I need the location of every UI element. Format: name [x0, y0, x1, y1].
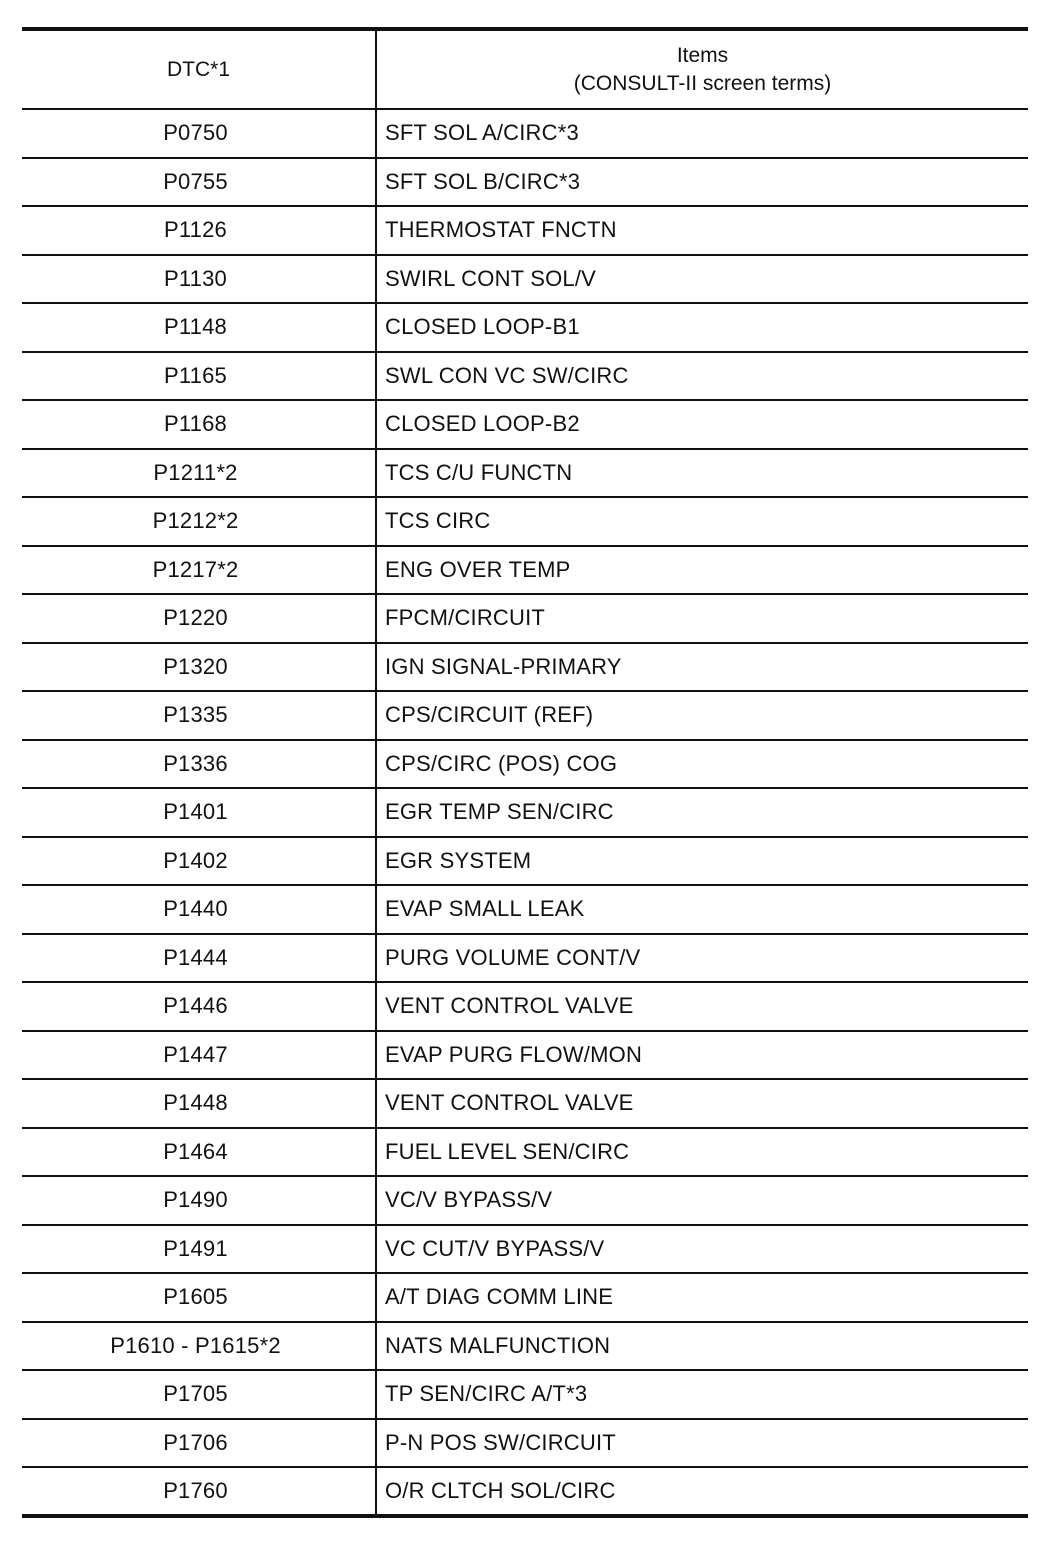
- items-column-header: [376, 29, 1028, 109]
- dtc-code: P1448: [22, 1079, 376, 1128]
- dtc-code: P1126: [22, 206, 376, 255]
- dtc-code: P1610 - P1615*2: [22, 1322, 376, 1371]
- dtc-code: P0755: [22, 158, 376, 207]
- dtc-code: P1220: [22, 594, 376, 643]
- item-term: TP SEN/CIRC A/T*3: [376, 1370, 1028, 1419]
- table-row: [22, 352, 1028, 401]
- table-row: [22, 206, 1028, 255]
- dtc-code: P1217*2: [22, 546, 376, 595]
- table-row: [22, 1370, 1028, 1419]
- table-row: [22, 594, 1028, 643]
- table-row: [22, 449, 1028, 498]
- item-term: EVAP SMALL LEAK: [376, 885, 1028, 934]
- item-term: CLOSED LOOP-B2: [376, 400, 1028, 449]
- item-term: NATS MALFUNCTION: [376, 1322, 1028, 1371]
- item-term: THERMOSTAT FNCTN: [376, 206, 1028, 255]
- item-term: FPCM/CIRCUIT: [376, 594, 1028, 643]
- table-row: [22, 400, 1028, 449]
- table-row: [22, 1128, 1028, 1177]
- dtc-code: P1320: [22, 643, 376, 692]
- dtc-code: P1401: [22, 788, 376, 837]
- item-term: EGR TEMP SEN/CIRC: [376, 788, 1028, 837]
- dtc-code: P1760: [22, 1467, 376, 1516]
- item-term: O/R CLTCH SOL/CIRC: [376, 1467, 1028, 1516]
- dtc-code: P1335: [22, 691, 376, 740]
- table-row: [22, 691, 1028, 740]
- dtc-code: P0750: [22, 109, 376, 158]
- items-header-subtitle: (CONSULT-II screen terms): [573, 71, 832, 95]
- table-row: [22, 982, 1028, 1031]
- items-header-title: Items: [676, 43, 729, 67]
- table-row: [22, 643, 1028, 692]
- table-row: [22, 885, 1028, 934]
- table-row: [22, 1467, 1028, 1516]
- table-row: [22, 1031, 1028, 1080]
- table-row: [22, 740, 1028, 789]
- dtc-code: P1212*2: [22, 497, 376, 546]
- dtc-code: P1336: [22, 740, 376, 789]
- table-row: [22, 497, 1028, 546]
- item-term: SWL CON VC SW/CIRC: [376, 352, 1028, 401]
- dtc-code: P1706: [22, 1419, 376, 1468]
- table-row: [22, 255, 1028, 304]
- table-row: [22, 1176, 1028, 1225]
- item-term: CPS/CIRCUIT (REF): [376, 691, 1028, 740]
- item-term: P-N POS SW/CIRCUIT: [376, 1419, 1028, 1468]
- item-term: TCS C/U FUNCTN: [376, 449, 1028, 498]
- table-row: [22, 1225, 1028, 1274]
- dtc-code: P1444: [22, 934, 376, 983]
- dtc-code: P1168: [22, 400, 376, 449]
- header-row: [22, 29, 1028, 109]
- item-term: ENG OVER TEMP: [376, 546, 1028, 595]
- dtc-code: P1491: [22, 1225, 376, 1274]
- item-term: IGN SIGNAL-PRIMARY: [376, 643, 1028, 692]
- item-term: PURG VOLUME CONT/V: [376, 934, 1028, 983]
- item-term: SFT SOL B/CIRC*3: [376, 158, 1028, 207]
- dtc-code: P1705: [22, 1370, 376, 1419]
- item-term: VC/V BYPASS/V: [376, 1176, 1028, 1225]
- table-row: [22, 1322, 1028, 1371]
- item-term: SFT SOL A/CIRC*3: [376, 109, 1028, 158]
- dtc-code: P1447: [22, 1031, 376, 1080]
- table-row: [22, 303, 1028, 352]
- item-term: VENT CONTROL VALVE: [376, 982, 1028, 1031]
- table-header: [22, 29, 1028, 109]
- table-row: [22, 546, 1028, 595]
- item-term: EVAP PURG FLOW/MON: [376, 1031, 1028, 1080]
- table-row: [22, 1079, 1028, 1128]
- item-term: TCS CIRC: [376, 497, 1028, 546]
- dtc-column-header: DTC*1: [22, 29, 376, 109]
- dtc-code: P1211*2: [22, 449, 376, 498]
- table-row: [22, 109, 1028, 158]
- table-row: [22, 1419, 1028, 1468]
- dtc-code: P1446: [22, 982, 376, 1031]
- dtc-table: [22, 27, 1028, 1518]
- item-term: FUEL LEVEL SEN/CIRC: [376, 1128, 1028, 1177]
- item-term: VENT CONTROL VALVE: [376, 1079, 1028, 1128]
- table-row: [22, 837, 1028, 886]
- table-row: [22, 934, 1028, 983]
- dtc-code: P1148: [22, 303, 376, 352]
- dtc-code: P1440: [22, 885, 376, 934]
- item-term: CLOSED LOOP-B1: [376, 303, 1028, 352]
- dtc-code: P1165: [22, 352, 376, 401]
- dtc-code: P1464: [22, 1128, 376, 1177]
- dtc-code: P1402: [22, 837, 376, 886]
- table-body: [22, 109, 1028, 1516]
- table-row: [22, 788, 1028, 837]
- dtc-code: P1605: [22, 1273, 376, 1322]
- item-term: CPS/CIRC (POS) COG: [376, 740, 1028, 789]
- item-term: SWIRL CONT SOL/V: [376, 255, 1028, 304]
- item-term: EGR SYSTEM: [376, 837, 1028, 886]
- item-term: A/T DIAG COMM LINE: [376, 1273, 1028, 1322]
- dtc-code: P1490: [22, 1176, 376, 1225]
- table-row: [22, 1273, 1028, 1322]
- table-row: [22, 158, 1028, 207]
- item-term: VC CUT/V BYPASS/V: [376, 1225, 1028, 1274]
- dtc-code: P1130: [22, 255, 376, 304]
